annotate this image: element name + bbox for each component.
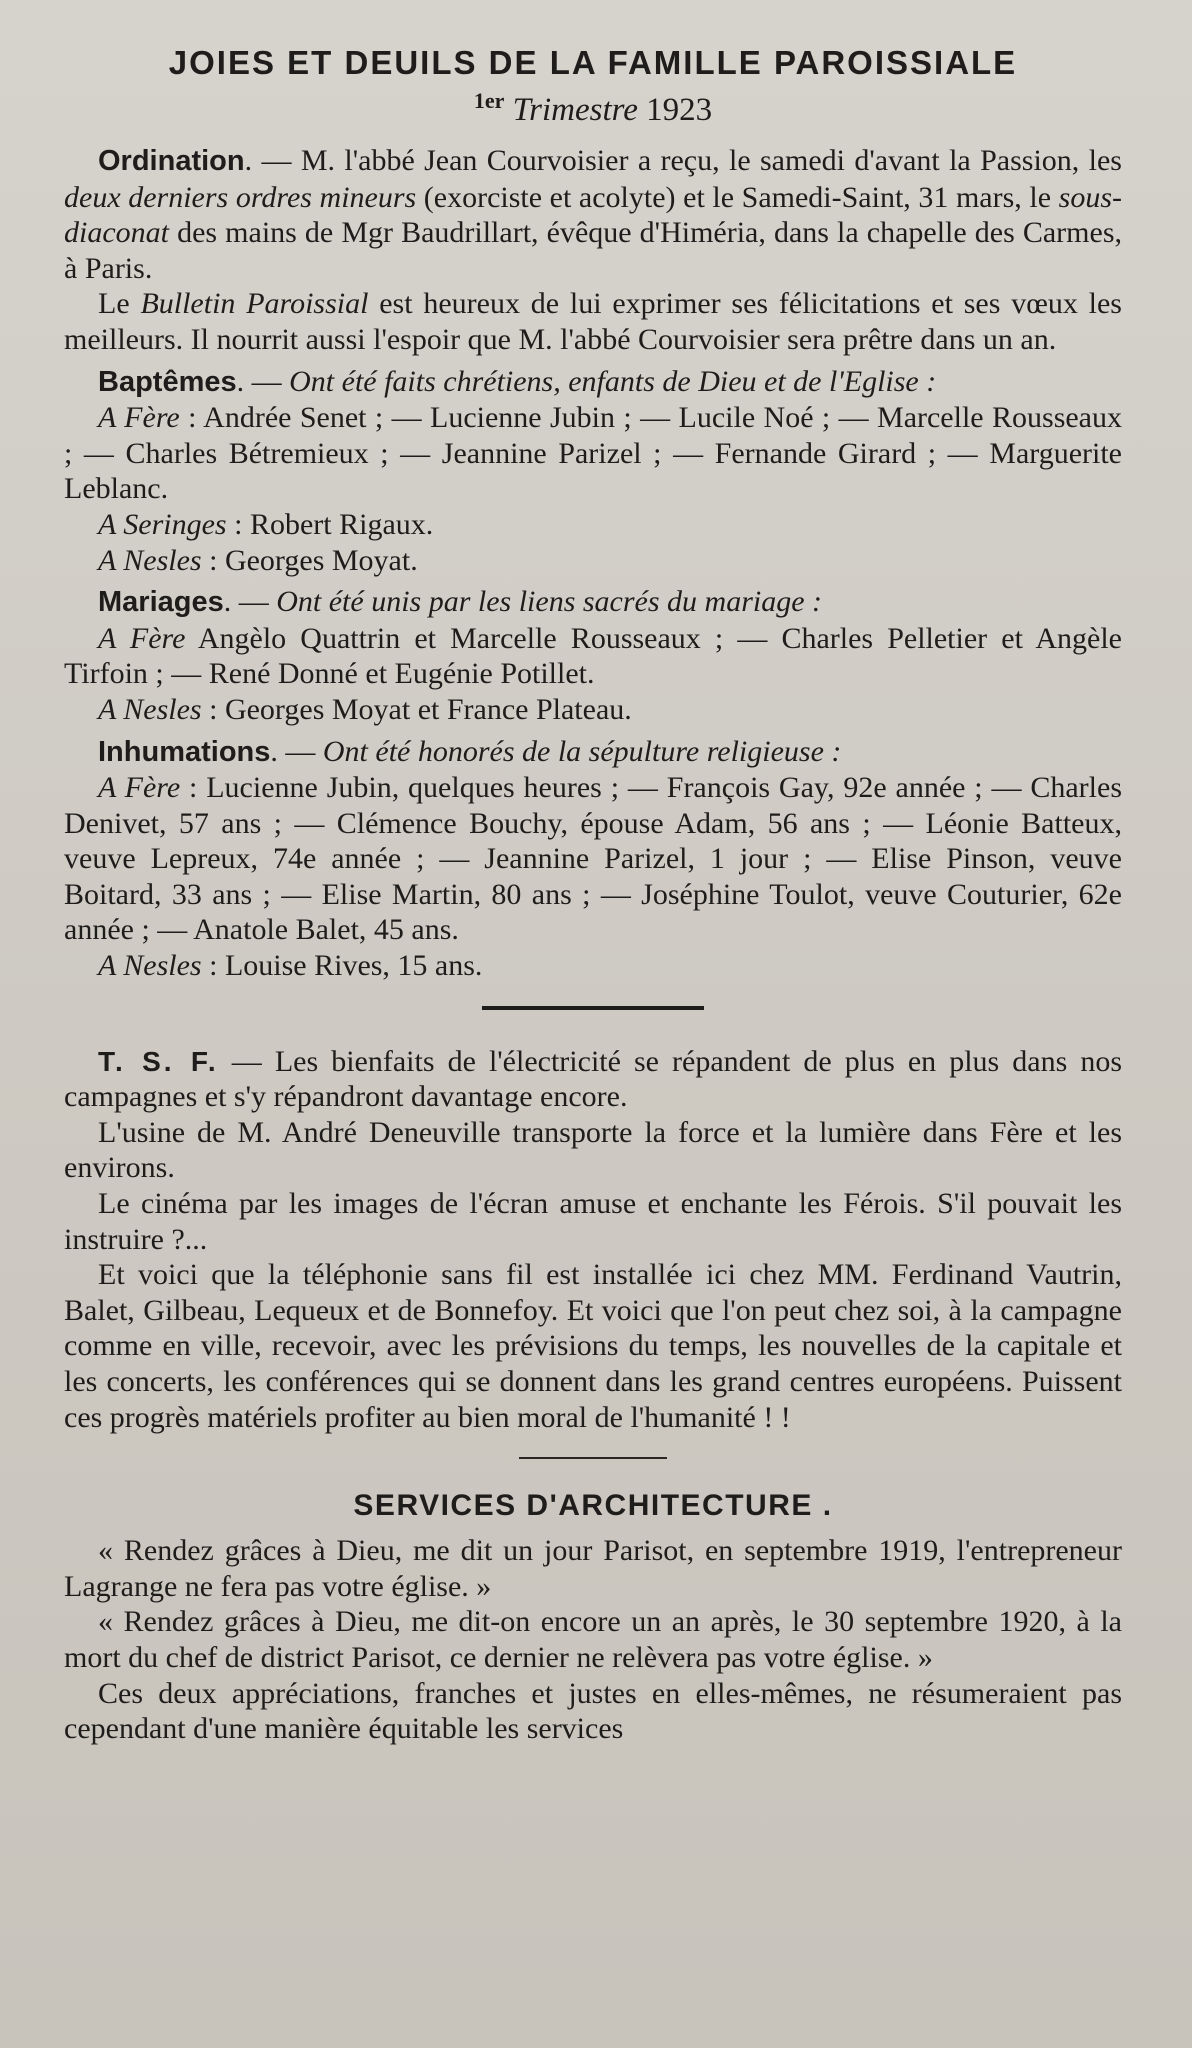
baptemes-nesles: A Nesles : Georges Moyat.: [98, 543, 418, 577]
quarter-label: Trimestre: [512, 92, 638, 128]
inhumations-section: [64, 734, 1122, 984]
mariages-section: [64, 584, 1122, 727]
inhumations-heading: Inhumations: [98, 735, 271, 768]
page-subtitle: [64, 88, 1122, 129]
tsf-paragraph-3: Le cinéma par les images de l'écran amuse et enchante les Férois. S'il pouvait les instruire ?...: [64, 1187, 1122, 1256]
mariages-heading: Mariages: [98, 586, 224, 619]
year: 1923: [646, 92, 713, 128]
tsf-paragraph-2: L'usine de M. André Deneuville transporte la force et la lumière dans Fère et les environs.: [64, 1115, 1122, 1185]
architecture-paragraph-1: « Rendez grâces à Dieu, me dit un jour Parisot, en septembre 1919, l'entrepreneur Lagrange ne fera pas votre église. »: [64, 1534, 1122, 1603]
baptemes-seringes: A Seringes : Robert Rigaux.: [98, 507, 434, 541]
page-title: JOIES ET DEUILS DE LA FAMILLE PAROISSIALE: [168, 44, 1018, 81]
ordination-congratulations: Le Bulletin Paroissial est heureux de lui exprimer ses félicitations et ses vœux les meilleurs. Il nourrit aussi l'espoir que M. l'abbé Courvoisier sera prêtre dans un an.: [64, 287, 1122, 356]
section-divider-thick: [482, 1006, 704, 1010]
ordination-section: [64, 143, 1122, 358]
architecture-title: SERVICES D'ARCHITECTURE .: [353, 1489, 833, 1523]
baptemes-fere: A Fère : Andrée Senet ; — Lucienne Jubin ; — Lucile Noé ; — Marcelle Rousseaux ; — Charles Bétremieux ; — Jeannine Parizel ; — Fernande Girard ; — Marguerite Leblanc.: [64, 401, 1122, 506]
mariages-nesles: A Nesles : Georges Moyat et France Plateau.: [98, 692, 632, 726]
architecture-paragraph-3: Ces deux appréciations, franches et justes en elles-mêmes, ne résumeraient pas cependant d'une manière équitable les services: [64, 1676, 1122, 1746]
section-divider-thin: [519, 1457, 667, 1459]
architecture-paragraph-2: « Rendez grâces à Dieu, me dit-on encore un an après, le 30 septembre 1920, à la mort du chef de district Parisot, ce dernier ne relèvera pas votre église. »: [64, 1605, 1122, 1674]
ordination-heading: Ordination: [98, 145, 245, 177]
ordination-paragraph: Ordination. — M. l'abbé Jean Courvoisier a reçu, le samedi d'avant la Passion, les deux derniers ordres mineurs (exorciste et acolyte) et le Samedi-Saint, 31 mars, le sous-diaconat des mains de Mgr Baudrillart, évêque d'Himéria, dans la chapelle des Carmes, à Paris.: [64, 144, 1122, 285]
architecture-section: [64, 1489, 1122, 1747]
baptemes-section: [64, 364, 1122, 579]
inhumations-nesles: A Nesles : Louise Rives, 15 ans.: [98, 949, 483, 983]
mariages-heading-line: Mariages. — Ont été unis par les liens sacrés du mariage :: [98, 585, 823, 619]
inhumations-fere: A Fère : Lucienne Jubin, quelques heures ; — François Gay, 92e année ; — Charles Denivet, 57 ans ; — Clémence Bouchy, épouse Adam, 56 ans ; — Léonie Batteux, veuve Lepreux, 74e année ; — Jeannine Parizel, 1 jour ; — Elise Pinson, veuve Boitard, 33 ans ; — Elise Martin, 80 ans ; — Joséphine Toulot, veuve Couturier, 62e année ; — Anatole Balet, 45 ans.: [64, 771, 1122, 947]
mariages-fere: A Fère Angèlo Quattrin et Marcelle Rousseaux ; — Charles Pelletier et Angèle Tirfoin ; — René Donné et Eugénie Potillet.: [64, 621, 1122, 691]
tsf-paragraph-4: Et voici que la téléphonie sans fil est installée ici chez MM. Ferdinand Vautrin, Balet, Gilbeau, Lequeux et de Bonnefoy. Et voici que l'on peut chez soi, à la campagne comme en ville, recevoir, avec les prévisions du temps, les nouvelles de la capitale et les concerts, les conférences qui se donnent dans les grand centres européens. Puissent ces progrès matériels profiter au bien moral de l'humanité ! !: [64, 1258, 1122, 1434]
tsf-section: [64, 1044, 1122, 1436]
tsf-paragraph-1: T. S. F. — Les bienfaits de l'électricité se répandent de plus en plus dans nos campagnes et s'y répandront davantage encore.: [64, 1044, 1122, 1114]
inhumations-heading-line: Inhumations. — Ont été honorés de la sépulture religieuse :: [98, 734, 842, 768]
quarter-ordinal: 1er: [473, 88, 505, 113]
baptemes-heading: Baptêmes: [98, 365, 237, 398]
tsf-heading: T. S. F.: [98, 1045, 219, 1077]
baptemes-heading-line: Baptêmes. — Ont été faits chrétiens, enfants de Dieu et de l'Eglise :: [98, 364, 937, 398]
